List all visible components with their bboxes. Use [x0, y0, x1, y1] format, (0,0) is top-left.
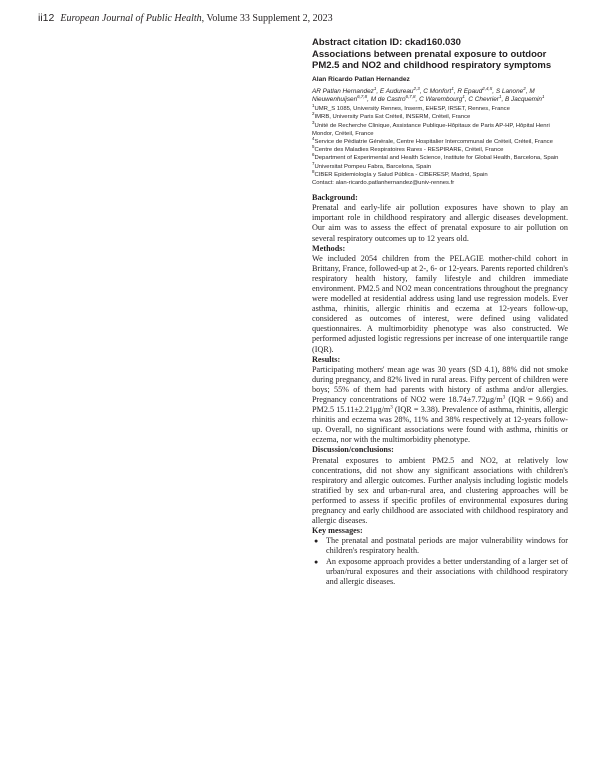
list-item: ● The prenatal and postnatal periods are major vulnerability windows for children's respiratory health. [314, 536, 568, 556]
running-head [38, 12, 578, 25]
author-list [312, 85, 568, 106]
results-heading: Results: [312, 354, 341, 364]
contact-email: Contact: alan-ricardo.patlanhernandez@univ-rennes.fr [312, 179, 455, 186]
key-messages-heading: Key messages: [312, 526, 363, 536]
affiliation: $^1$UMR_S 1085, University Rennes, Inserm, EHESP, IRSET, Rennes, France [312, 103, 510, 113]
page-number: ii12 [38, 12, 55, 24]
journal-name: European Journal of Public Health [60, 13, 202, 24]
author: M Nieuwenhuijsen$^{6,7,8}$, [312, 87, 535, 104]
affiliation: $^3$Unité de Recherche Clinique, Assistance Publique-Hôpitaux de Paris AP-HP, Hôpital Henri Mondor, Créteil, France [312, 119, 550, 137]
affiliation: $^4$Service de Pédiatrie Générale, Centre Hospitalier Intercommunal de Créteil, Créteil, France [312, 135, 553, 145]
methods-heading: Methods: [312, 243, 346, 253]
discussion-text: Prenatal exposures to ambient PM2.5 and NO2, at relatively low concentrations, did not show any significant associations with children's respiratory and allergic outcomes. Further analysis including logistic models stratified by sex and urban-rural area, and clustering approaches will be performed to assess if specific profiles of environmental exposures during pregnancy and early childhood are associated with childhood respiratory and allergic diseases. [312, 455, 568, 526]
background-heading: Background: [312, 193, 358, 203]
journal-issue: , Volume 33 Supplement 2, 2023 [201, 13, 333, 24]
author: E Audureau$^{2,3}$, [379, 85, 424, 95]
author: C Monfort$^1$, [423, 85, 458, 95]
affiliation: $^5$Centre des Maladies Respiratoires Rares - RESPIRARE, Créteil, France [312, 144, 504, 154]
author: R Epaud$^{2,4,5}$, [457, 85, 496, 95]
author: C Chevrier$^1$, [468, 94, 506, 104]
background-text: Prenatal and early-life air pollution exposures have shown to play an important role in childhood respiratory and allergic diseases development. Our aim was to assess the effect of prenatal exposure to air pollution on several respiratory outcomes up to 12 years old. [312, 203, 568, 243]
abstract-column [312, 37, 568, 587]
bullet-icon: ● [314, 557, 319, 566]
author: AR Patlan Hernandez$^1$, [312, 85, 380, 95]
methods-text: We included 2054 children from the PELAGIE mother-child cohort in Brittany, France, followed-up at 2-, 6- or 12-years. Parents reported children's respiratory health history, family lifestyle and children immediate environment. PM2.5 and NO2 mean concentrations throughout the pregnancy were modelled at residential address using land use regression models. Ever asthma, rhinitis, allergic rhinitis and eczema at 12-years follow-up, considered as outcomes of interest, were defined using validated questionnaires. A multimorbidity phenotype was also constructed. We performed adjusted logistic regressions per increase of one interquartile range (IQR). [312, 253, 568, 354]
affiliation-list [312, 105, 568, 187]
author: S Lanone$^2$, [495, 85, 530, 95]
author: B Jacquemin$^1$ [505, 94, 545, 104]
presenter-name: Alan Ricardo Patlan Hernandez [312, 75, 410, 83]
key-messages-list [312, 536, 568, 586]
affiliation: $^6$Department of Experimental and Health Science, Institute for Global Health, Barcelona, Spain [312, 152, 559, 162]
results-text: Participating mothers' mean age was 30 years (SD 4.1), 88% did not smoke during pregnancy, and 82% lived in rural areas. Fifty percent of children were boys; 55% of them had parents with history of asthma and/or allergies. Pregnancy concentrations of NO2 were $18.74\pm 7.72\mu g/m^3$ (IQR = 9.66) and PM2.5 $15.11\pm 2.21\mu g/m^3$ (IQR = 3.38). Prevalence of asthma, rhinitis, allergic rhinitis and eczema was 28%, 11% and 38% respectively at 12-years follow-up. Overall, no significant associations were found with asthma, rhinitis or eczema, nor with the multimorbidity phenotype. [312, 364, 568, 445]
list-item: ● An exposome approach provides a better understanding of a larger set of urban/rural exposures and their associations with childhood respiratory and allergic diseases. [314, 556, 568, 586]
affiliation: $^2$IMRB, University Paris Est Créteil, INSERM, Créteil, France [312, 111, 471, 121]
affiliation: $^8$CIBER Epidemiología y Salud Pública - CIBERESP, Madrid, Spain [312, 168, 488, 178]
discussion-heading: Discussion/conclusions: [312, 445, 394, 455]
author: C Warembourg$^1$, [419, 94, 469, 104]
abstract-citation-id: Abstract citation ID: ckad160.030 [312, 37, 461, 48]
abstract-title: Associations between prenatal exposure to outdoor PM2.5 and NO2 and childhood respiratory symptoms [312, 48, 552, 71]
abstract-body [312, 193, 568, 587]
affiliation: $^7$Universitat Pompeu Fabra, Barcelona, Spain [312, 160, 432, 170]
bullet-icon: ● [314, 537, 319, 546]
author: M de Castro$^{6,7,8}$, [370, 94, 420, 104]
